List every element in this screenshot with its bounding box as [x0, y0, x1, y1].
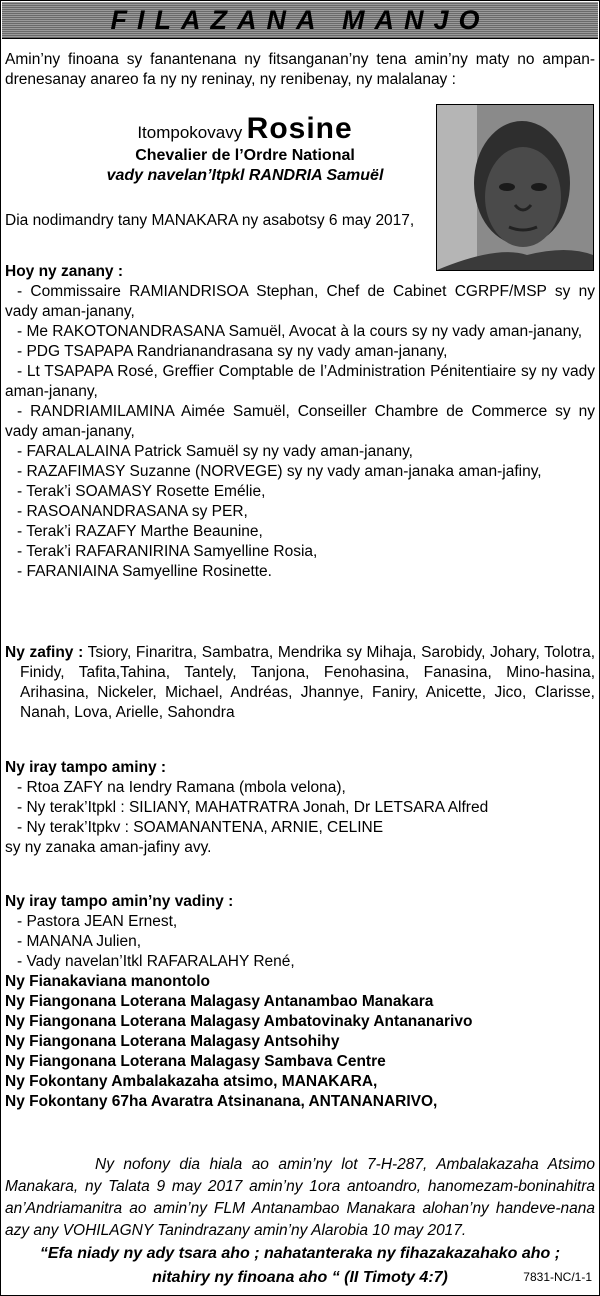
husband-family-item: - Pastora JEAN Ernest,: [17, 913, 178, 930]
quote-line-1: “Efa niady ny ady tsara aho ; nahatanteraka ny fihazakazahako aho ;: [39, 1245, 561, 1262]
banner: [2, 2, 598, 39]
portrait-image: [437, 105, 593, 270]
husband-family-title: Ny iray tampo amin’ny vadiny :: [5, 893, 234, 910]
quote-line-2: nitahiry ny finoana aho “ (II Timoty 4:7): [152, 1269, 448, 1286]
child-item: - RAZAFIMASY Suzanne (NORVEGE) sy ny vady aman-janaka aman-jafiny,: [17, 463, 542, 480]
child-item: - FARANIAINA Samyelline Rosinette.: [17, 563, 272, 580]
institution-line: Ny Fiangonana Loterana Malagasy Sambava Centre: [5, 1053, 386, 1070]
institution-line: Ny Fiangonana Loterana Malagasy Ambatovinaky Antananarivo: [5, 1013, 473, 1030]
siblings-section: [5, 758, 595, 858]
deceased-block: [80, 112, 410, 186]
child-item: - Me RAKOTONANDRASANA Samuël, Avocat à la cours sy ny vady aman-janany,: [17, 323, 583, 340]
grandchildren-title: Ny zafiny :: [5, 644, 84, 661]
sibling-item: - Rtoa ZAFY na Iendry Ramana (mbola velona),: [17, 779, 346, 796]
funeral-notice-text: Ny nofony dia hiala ao amin’ny lot 7-H-287, Ambalakazaha Atsimo Manakara, ny Talata 9 may 2017 amin’ny 1ora antoandro, hanomezam-boninahitra an’Andriamanitra ao amin’ny FLM Antanambao Manakara alohan’ny handeve-nana azy any VOHILAGNY Tanindrazany amin’ny Alarobia 10 may 2017.: [5, 1156, 595, 1239]
child-item: - Terak’i RAFARANIRINA Samyelline Rosia,: [17, 543, 318, 560]
bible-quote: [5, 1242, 595, 1290]
deceased-name: Rosine: [246, 112, 353, 145]
child-item: - Lt TSAPAPA Rosé, Greffier Comptable de l’Administration Pénitentiaire sy ny vady aman-janany,: [5, 363, 595, 400]
institution-line: Ny Fokontany Ambalakazaha atsimo, MANAKARA,: [5, 1073, 378, 1090]
child-item: - Terak’i SOAMASY Rosette Emélie,: [17, 483, 266, 500]
sibling-item: - Ny terak’Itpkl : SILIANY, MAHATRATRA Jonah, Dr LETSARA Alfred: [17, 799, 489, 816]
child-item: - Terak’i RAZAFY Marthe Beaunine,: [17, 523, 263, 540]
intro-block: [5, 50, 595, 90]
husband-family-item: - MANANA Julien,: [17, 933, 142, 950]
husband-family-item: - Vady navelan’Itkl RAFARALAHY René,: [17, 953, 295, 970]
siblings-title: Ny iray tampo aminy :: [5, 759, 167, 776]
sibling-item: - Ny terak’Itpkv : SOAMANANTENA, ARNIE, CELINE: [17, 819, 384, 836]
deceased-spouse: vady navelan’Itpkl RANDRIA Samuël: [106, 167, 384, 184]
death-line: Dia nodimandry tany MANAKARA ny asabotsy 6 may 2017,: [5, 212, 415, 229]
child-item: - PDG TSAPAPA Randrianandrasana sy ny vady aman-janany,: [17, 343, 448, 360]
deceased-order: Chevalier de l’Ordre National: [135, 147, 355, 164]
child-item: - Commissaire RAMIANDRISOA Stephan, Chef de Cabinet CGRPF/MSP sy ny vady aman-janany,: [5, 283, 595, 320]
banner-title: FILAZANA MANJO: [110, 5, 490, 35]
child-item: - RANDRIAMILAMINA Aimée Samuël, Conseiller Chambre de Commerce sy ny vady aman-janany,: [5, 403, 595, 440]
institution-line: Ny Fokontany 67ha Avaratra Atsinanana, ANTANANARIVO,: [5, 1093, 438, 1110]
grandchildren-list: Tsiory, Finaritra, Sambatra, Mendrika sy Mihaja, Sarobidy, Johary, Tolotra, Finidy, Tafita,Tahina, Tantely, Tanjona, Fenohasina, Fanasina, Mino-hasina, Arihasina, Nickeler, Michael, Andréas, Jhannye, Faniry, Anicette, Jico, Clarisse, Nanah, Lova, Arielle, Sahondra: [20, 644, 596, 721]
siblings-closing: sy ny zanaka aman-jafiny avy.: [5, 839, 212, 856]
intro-text: Amin’ny finoana sy fanantenana ny fitsanganan’ny tena amin’ny maty no ampan-drenesanay anareo fa ny ny reninay, ny renibenay, ny malalanay :: [5, 51, 595, 88]
child-item: - FARALALAINA Patrick Samuël sy ny vady aman-janany,: [17, 443, 413, 460]
institution-line: Ny Fiangonana Loterana Malagasy Antsohihy: [5, 1033, 340, 1050]
funeral-notice: [5, 1154, 595, 1242]
children-title: Hoy ny zanany :: [5, 263, 123, 280]
child-item: - RASOANANDRASANA sy PER,: [17, 503, 248, 520]
husband-family-section: [5, 892, 595, 1112]
deceased-prefix: Itompokovavy: [137, 123, 243, 142]
deceased-photo: [436, 104, 594, 271]
reference-code: 7831-NC/1-1: [523, 1270, 592, 1284]
institution-line: Ny Fiangonana Loterana Malagasy Antanambao Manakara: [5, 993, 434, 1010]
grandchildren-section: [5, 643, 595, 723]
children-section: [5, 262, 595, 582]
institution-line: Ny Fianakaviana manontolo: [5, 973, 210, 990]
